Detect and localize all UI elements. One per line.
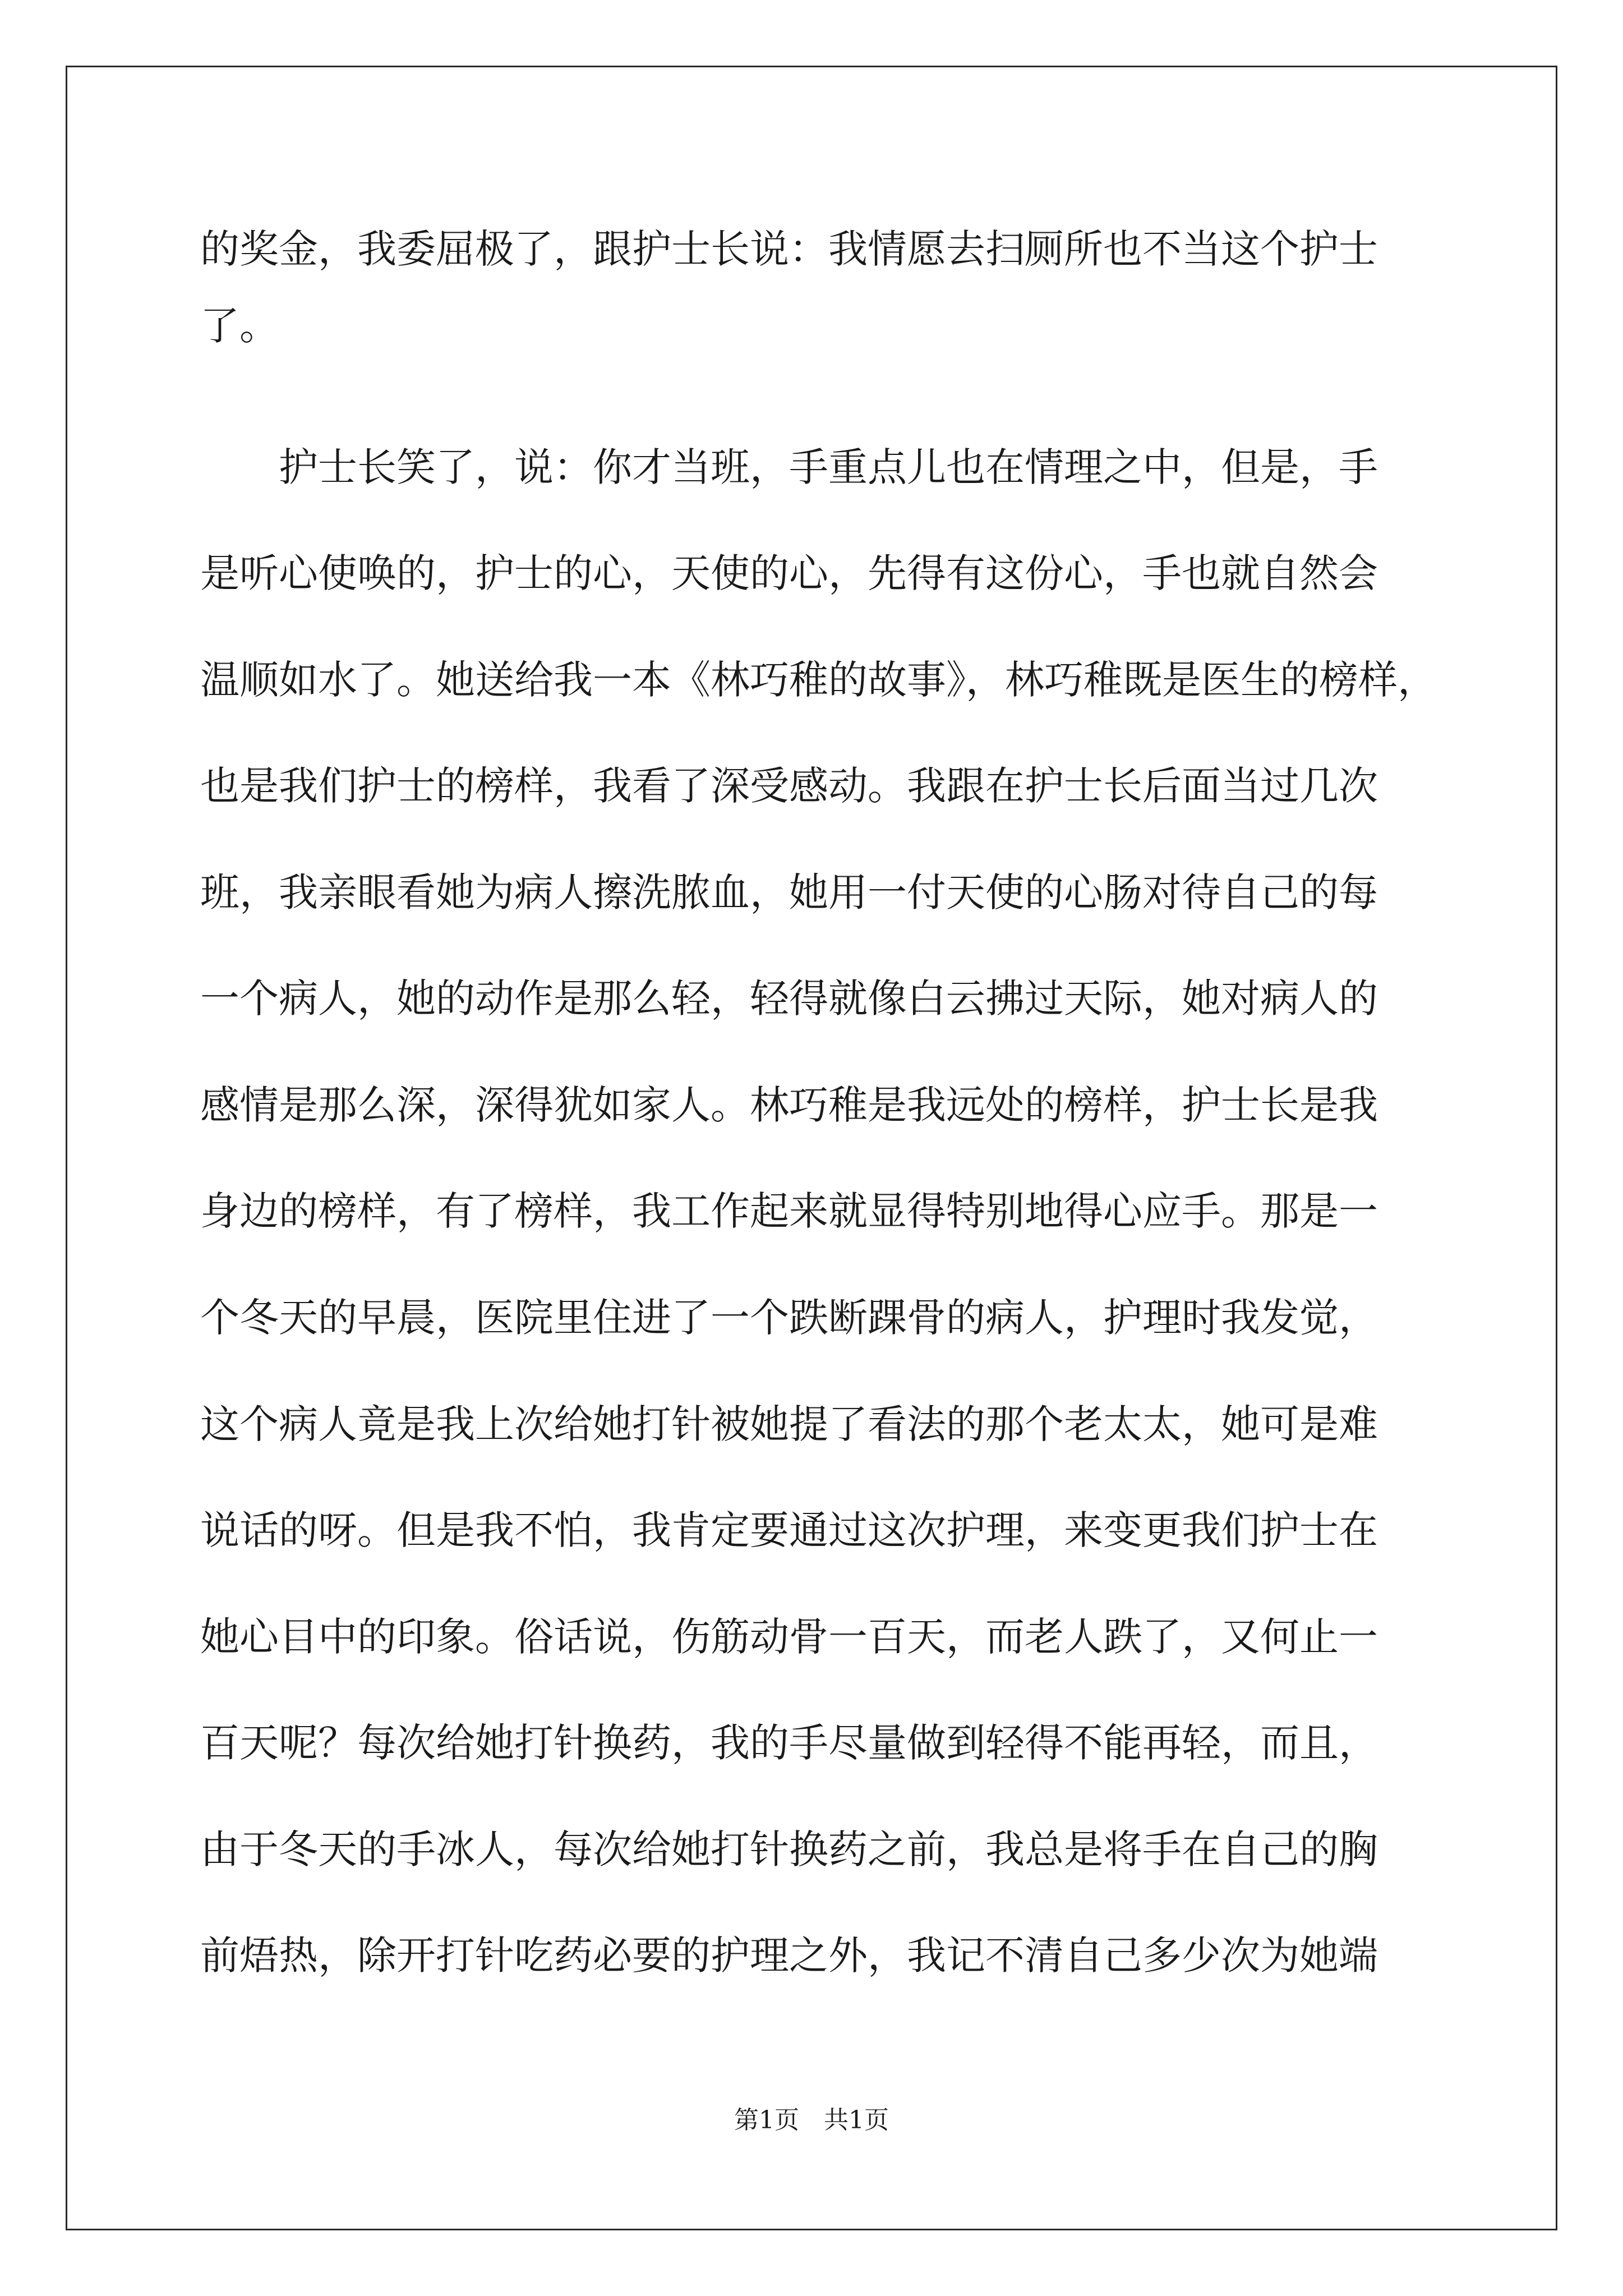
text-line-3: 护士长笑了，说：你才当班，手重点儿也在情理之中，但是，手 (200, 444, 1378, 490)
text-line-12: 这个病人竟是我上次给她打针被她提了看法的那个老太太，她可是难 (200, 1401, 1378, 1447)
text-line-16: 由于冬天的手冰人，每次给她打针换药之前，我总是将手在自己的胸 (200, 1826, 1378, 1872)
text-line-9: 感情是那么深，深得犹如家人。林巧稚是我远处的榜样，护士长是我 (200, 1082, 1378, 1128)
text-line-15: 百天呢？每次给她打针换药，我的手尽量做到轻得不能再轻，而且， (200, 1720, 1378, 1766)
text-line-6: 也是我们护士的榜样，我看了深受感动。我跟在护士长后面当过几次 (200, 763, 1378, 809)
text-line-17: 前焐热，除开打针吃药必要的护理之外，我记不清自己多少次为她端 (200, 1932, 1378, 1978)
page-footer: 第1页 共1页 (734, 2106, 889, 2134)
text-line-4: 是听心使唤的，护士的心，天使的心，先得有这份心，手也就自然会 (200, 550, 1378, 596)
text-line-8: 一个病人，她的动作是那么轻，轻得就像白云拂过天际，她对病人的 (200, 976, 1378, 1022)
text-line-2: 了。 (200, 303, 279, 349)
text-line-13: 说话的呀。但是我不怕，我肯定要通过这次护理，来变更我们护士在 (200, 1507, 1378, 1553)
text-line-14: 她心目中的印象。俗话说，伤筋动骨一百天，而老人跌了，又何止一 (200, 1614, 1378, 1660)
text-line-10: 身边的榜样，有了榜样，我工作起来就显得特别地得心应手。那是一 (200, 1188, 1378, 1234)
text-line-11: 个冬天的早晨，医院里住进了一个跌断踝骨的病人，护理时我发觉， (200, 1295, 1378, 1341)
text-line-7: 班，我亲眼看她为病人擦洗脓血，她用一付天使的心肠对待自己的每 (200, 869, 1378, 915)
text-line-5: 温顺如水了。她送给我一本《林巧稚的故事》，林巧稚既是医生的榜样， (200, 657, 1437, 703)
page-border (66, 66, 1557, 2230)
text-line-1: 的奖金，我委屈极了，跟护士长说：我情愿去扫厕所也不当这个护士 (200, 226, 1378, 272)
